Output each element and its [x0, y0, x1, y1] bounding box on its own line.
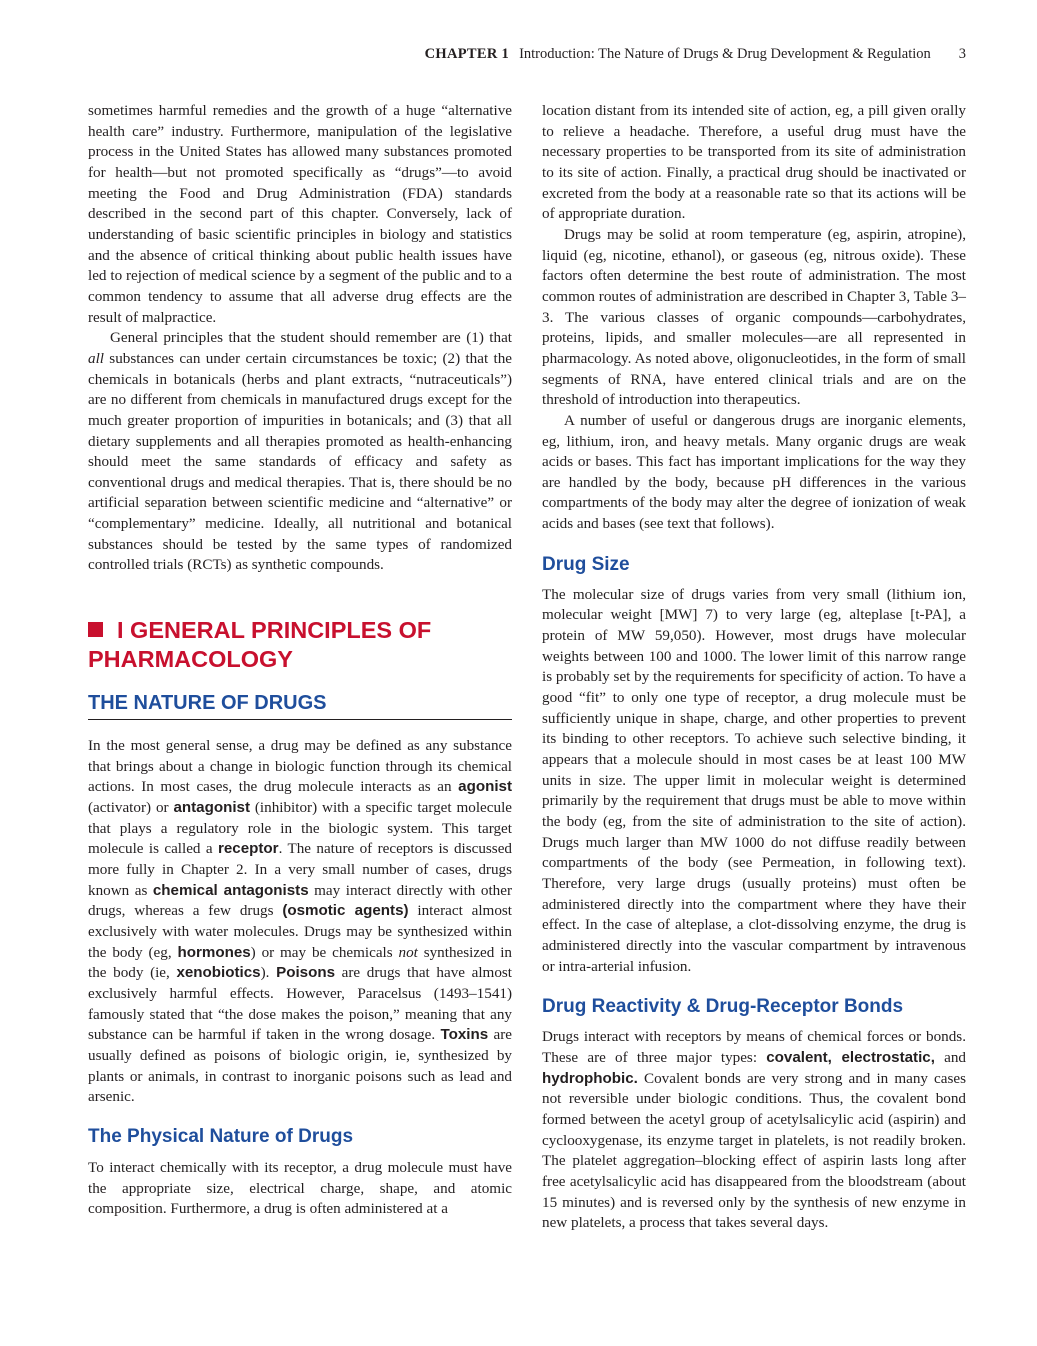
physical-nature-heading: The Physical Nature of Drugs [88, 1125, 354, 1147]
paragraph-inorganic-elements: A number of useful or dangerous drugs are inorganic elements, eg, lithium, iron, and heavy metals. Many organic drugs are weak acids or bases. This fact has important implications for the way they are handled by the body, because pH differences in the various compartments of the body may alter the degree of ionization of weak acids and bases (see text that follows). [542, 411, 966, 533]
paragraph-physical-nature: To interact chemically with its receptor, a drug molecule must have the appropriate size, electrical charge, shape, and atomic composition. Furthermore, a drug is often administered at a [88, 1158, 512, 1218]
term-osmotic-agents: (osmotic agents) [282, 902, 409, 920]
paragraph-general-principles: General principles that the student should remember are (1) that all substances can under certain circumstances be toxic; (2) that the chemicals in botanicals (herbs and plant extracts, “nutraceuticals”) are no different from chemicals in manufactured drugs except for the much greater proportion of impurities in botanicals; and (3) that all dietary supplements and all therapies promoted as health-enhancing should meet the same standards of efficacy and safety as conventional drugs and medical therapies. That is, there should be no artificial separation between scientific medicine and “alternative” or “complementary” medicine. Ideally, all nutritional and botanical substances should be tested by the same types of randomized controlled trials (RCTs) as synthetic compounds. [88, 329, 512, 574]
term-bond-types: covalent, electrostatic, [766, 1048, 935, 1066]
emphasis-all: all [88, 349, 104, 367]
emphasis-not: not [398, 943, 418, 961]
chapter-title: Introduction: The Nature of Drugs & Drug Development & Regulation [519, 46, 931, 62]
term-poisons: Poisons [276, 964, 335, 982]
paragraph-drug-size: The molecular size of drugs varies from very small (lithium ion, molecular weight [MW] 7) to very large (eg, alteplase [t-PA], a protein of MW 59,050). However, most drugs have molecular weights between 100 and 1000. The lower limit of this narrow range is probably set by the requirements for specificity of action. To have a good “fit” to only one type of receptor, a drug molecule must be sufficiently unique in shape, charge, and other properties to prevent its binding to other receptors. To achieve such selective binding, it appears that a molecule should in most cases be at least 100 MW units in size. The upper limit in molecular weight is determined primarily by the requirement that drugs must be able to move within the body (eg, from the site of administration to the site of action). Drugs much larger than MW 1000 do not diffuse readily between compartments of the body (see Permeation, in following text). Therefore, very large drugs (usually proteins) must often be administered directly into the compartment where they have their effect. In the case of alteplase, a clot-dissolving enzyme, the drug is administered directly into the vascular compartment by intravenous or intra-arterial infusion. [542, 585, 966, 975]
page-number: 3 [958, 46, 966, 62]
term-hydrophobic: hydrophobic. [542, 1069, 638, 1087]
paragraph-physical-states: Drugs may be solid at room temperature (eg, aspirin, atropine), liquid (eg, nicotine, ethanol), or gaseous (eg, nitrous oxide). These factors often determine the best route of administration. The most common routes of administration are described in Chapter 3, Table 3–3. The various classes of organic compounds—carbohydrates, proteins, lipids, and smaller molecules—are all represented in pharmacology. As noted above, oligonucleotides, in the form of small segments of RNA, have entered clinical trials and are on the threshold of introduction into therapeutics. [542, 225, 966, 409]
section-heading: I GENERAL PRINCIPLES OF PHARMACOLOGY [88, 617, 432, 673]
paragraph-drug-receptor-bonds: Drugs interact with receptors by means of chemical forces or bonds. These are of three major types: covalent, electrostatic, and hydrophobic. Covalent bonds are very strong and in many cases not reversible under biologic conditions. Thus, the covalent bond formed between the acetyl group of acetylsalicylic acid (aspirin) and cyclooxygenase, its enzyme target in platelets, is not readily broken. The platelet aggregation–blocking effect of aspirin lasts long after free acetylsalicylic acid has disappeared from the bloodstream (about 15 minutes) and is reversed only by the synthesis of new enzyme in new platelets, a process that takes several days. [542, 1028, 967, 1232]
term-hormones: hormones [177, 943, 251, 961]
nature-of-drugs-heading: THE NATURE OF DRUGS [88, 691, 512, 720]
right-column [542, 101, 966, 1234]
left-column [88, 101, 512, 1220]
term-receptor: receptor [217, 840, 279, 858]
term-antagonist: antagonist [173, 799, 250, 817]
chapter-label: CHAPTER 1 [424, 46, 510, 62]
paragraph-site-of-action: location distant from its intended site of action, eg, a pill given orally to relieve a headache. Therefore, a useful drug must have the necessary properties to be transported from its site of administration to its site of action. Finally, a practical drug should be inactivated or excreted from the body at a reasonable rate so that its actions will be of appropriate duration. [542, 102, 966, 223]
term-chemical-antagonists: chemical antagonists [152, 881, 309, 899]
term-xenobiotics: xenobiotics [176, 964, 261, 982]
drug-reactivity-heading: Drug Reactivity & Drug-Receptor Bonds [542, 996, 904, 1018]
term-toxins: Toxins [440, 1026, 489, 1044]
paragraph-drug-definition: In the most general sense, a drug may be defined as any substance that brings about a change in biologic function through its chemical actions. In most cases, the drug molecule interacts as an agonist (activator) or antagonist (inhibitor) with a specific target molecule that plays a regulatory role in the biologic system. This target molecule is called a receptor. The nature of receptors is discussed more fully in Chapter 2. In a very small number of cases, drugs known as chemical antagonists may interact directly with other drugs, whereas a few drugs (osmotic agents) interact almost exclusively with water molecules. Drugs may be synthesized within the body (eg, hormones) or may be chemicals not synthesized in the body (ie, xenobiotics). Poisons are drugs that have almost exclusively harmful effects. However, Paracelsus (1493–1541) famously stated that “the dose makes the poison,” meaning that any substance can be harmful if taken in the wrong dosage. Toxins are usually defined as poisons of biologic origin, ie, synthesized by plants or animals, in contrast to inorganic poisons such as lead and arsenic. [88, 737, 513, 1106]
drug-size-heading: Drug Size [542, 553, 630, 575]
paragraph-alternative-health: sometimes harmful remedies and the growth of a huge “alternative health care” industry. Furthermore, manipulation of the legislative process in the United States has allowed many substances promoted for health—but not promoted specifically as “drugs”—to avoid meeting the Food and Drug Administration (FDA) standards described in the second part of this chapter. Conversely, lack of understanding of basic scientific principles in biology and statistics and the absence of critical thinking about public health issues have led to rejection of medical science by a segment of the public and to a common tendency to assume that all adverse drug effects are the result of malpractice. [88, 102, 512, 326]
term-agonist: agonist [458, 778, 512, 796]
running-header [88, 46, 966, 63]
red-square-icon [88, 622, 103, 637]
